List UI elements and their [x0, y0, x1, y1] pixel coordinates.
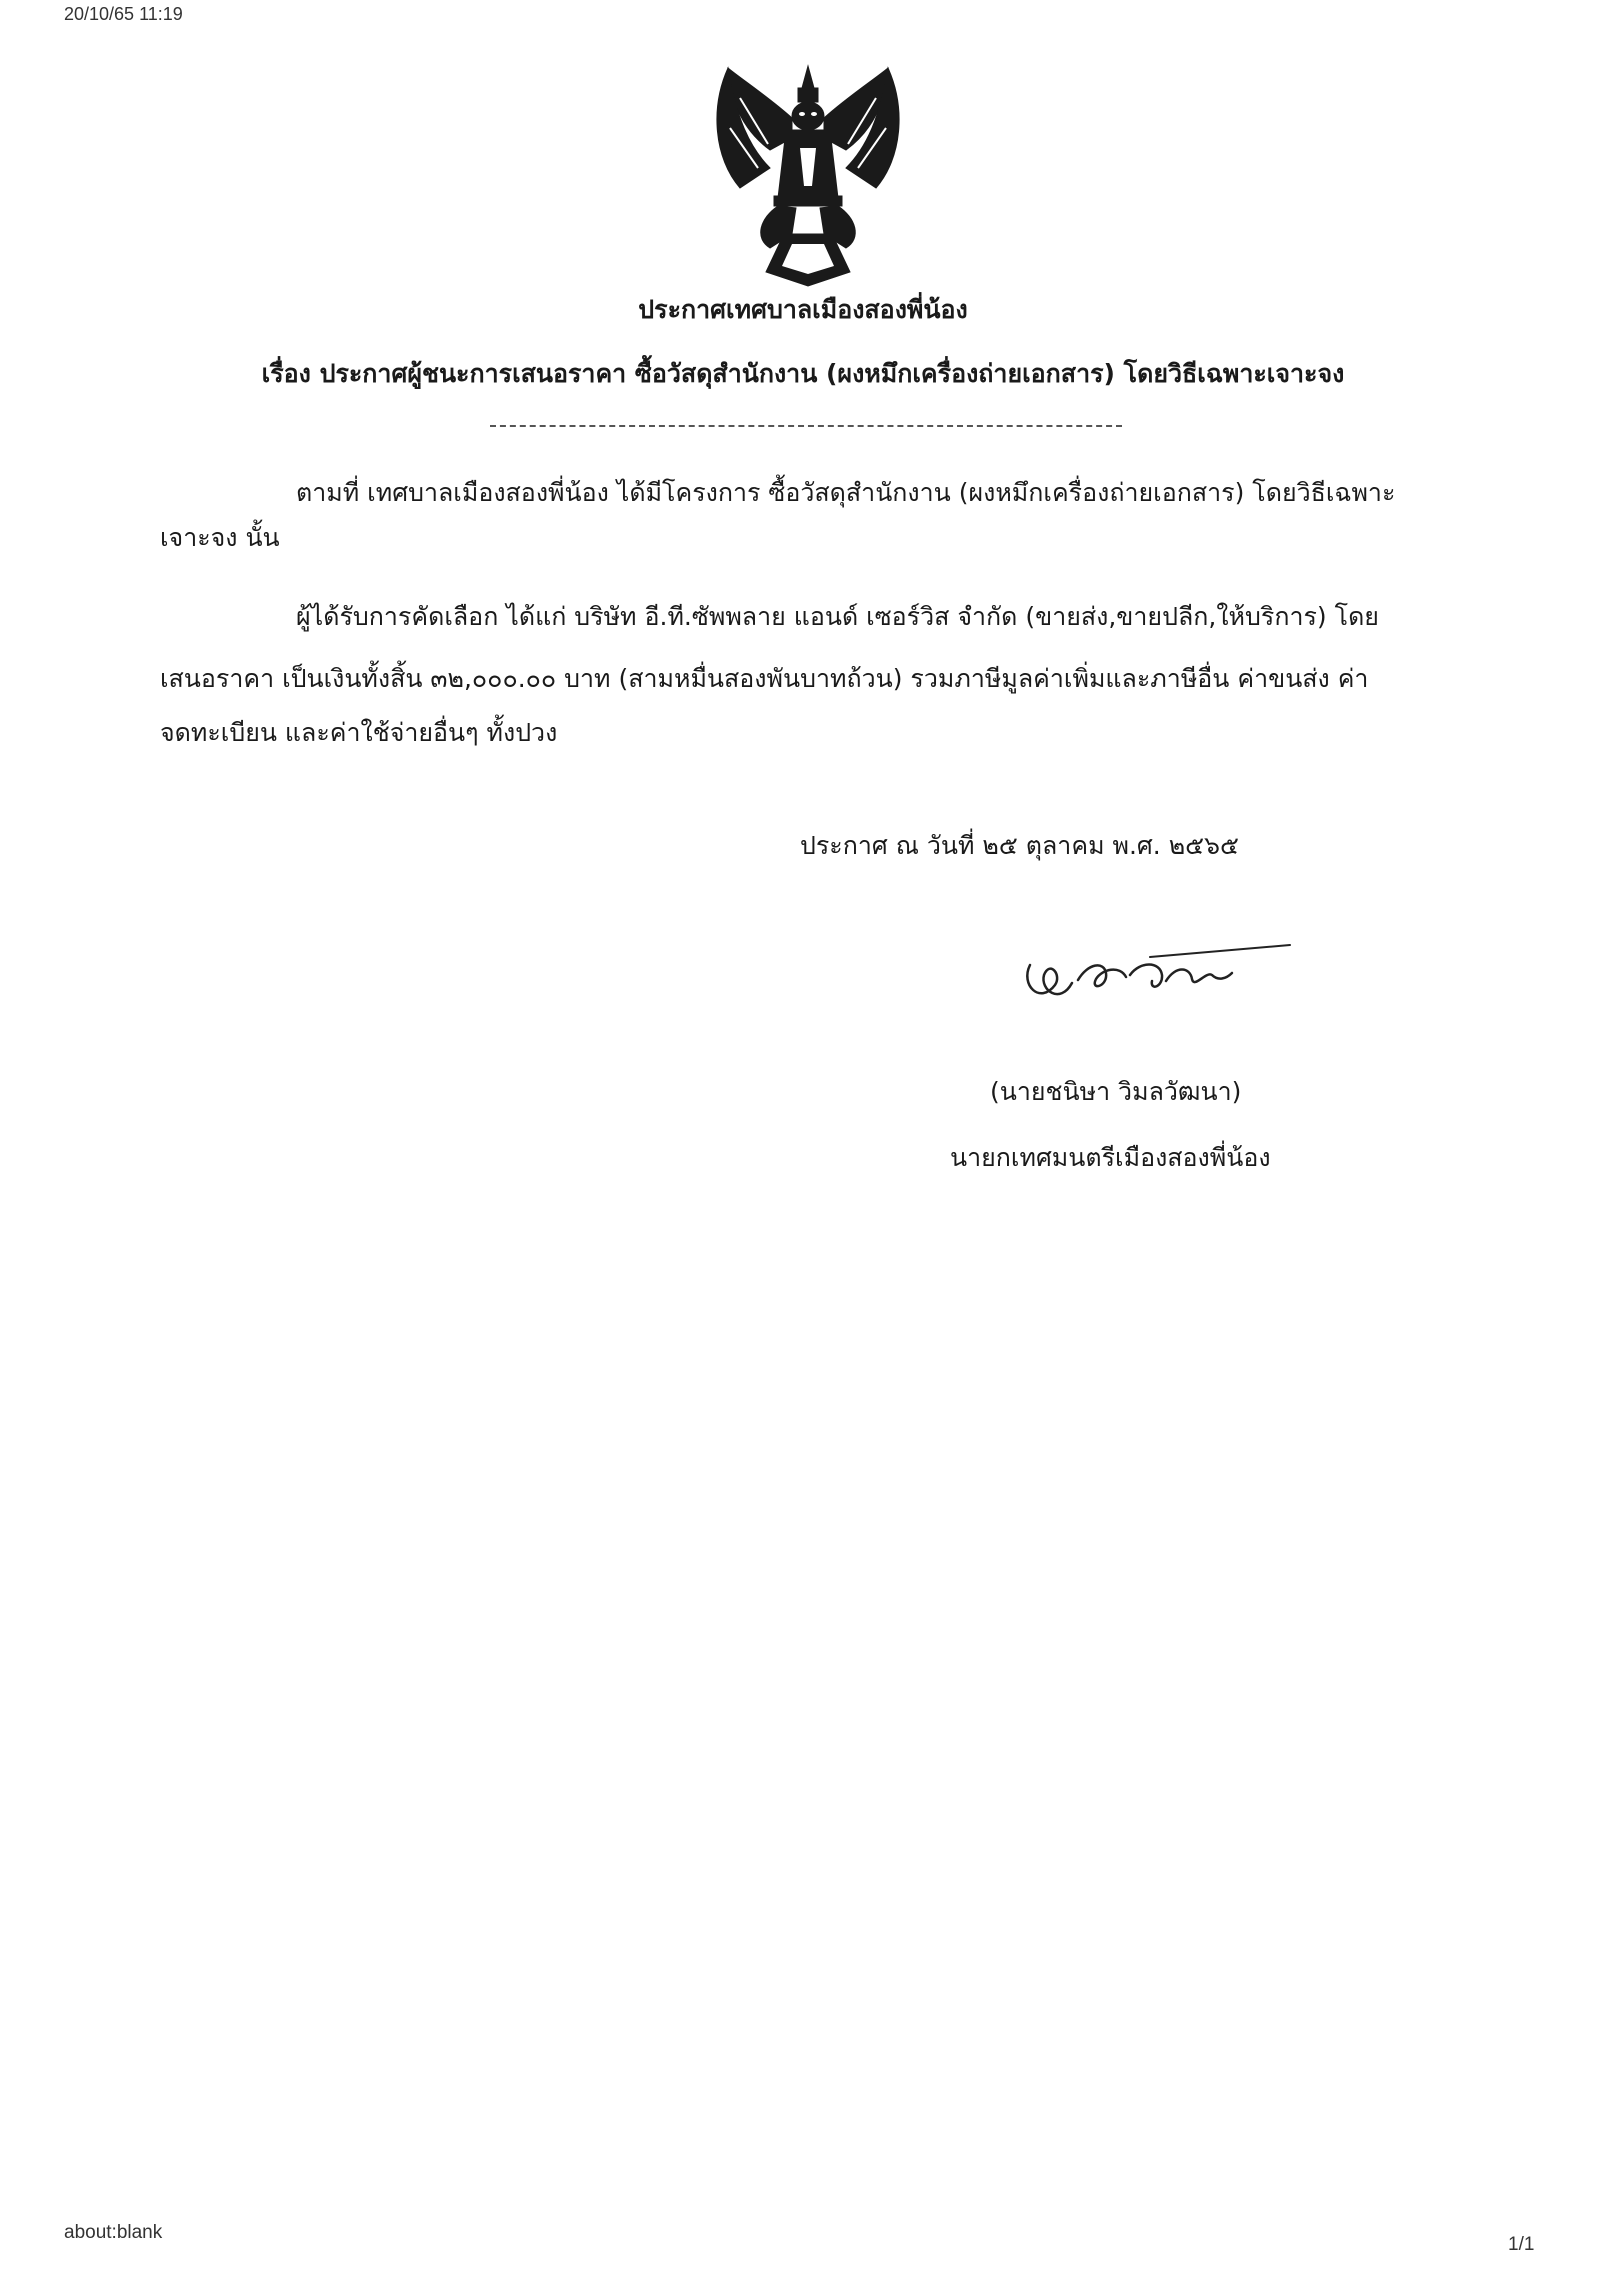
paragraph-2-line-3: จดทะเบียน และค่าใช้จ่ายอื่นๆ ทั้งปวง [160, 718, 558, 747]
document-title: ประกาศเทศบาลเมืองสองพี่น้อง [638, 295, 968, 324]
signer-position: นายกเทศมนตรีเมืองสองพี่น้อง [950, 1143, 1271, 1172]
announcement-date: ประกาศ ณ วันที่ ๒๕ ตุลาคม พ.ศ. ๒๕๖๕ [800, 831, 1239, 860]
paragraph-2-line-2: เสนอราคา เป็นเงินทั้งสิ้น ๓๒,๐๐๐.๐๐ บาท (สามหมื่นสองพันบาทถ้วน) รวมภาษีมูลค่าเพิ่มและภาษีอื่น ค่าขนส่ง ค่า [160, 664, 1369, 693]
garuda-emblem-icon [700, 58, 916, 288]
print-footer-page: 1/1 [1508, 2234, 1535, 2255]
paragraph-1-line-2: เจาะจง นั้น [160, 523, 280, 552]
signer-name: (นายชนิษา วิมลวัฒนา) [990, 1077, 1242, 1106]
print-footer-url: about:blank [64, 2222, 163, 2243]
title-divider [490, 425, 1122, 427]
paragraph-1-line-1: ตามที่ เทศบาลเมืองสองพี่น้อง ได้มีโครงการ ซื้อวัสดุสำนักงาน (ผงหมึกเครื่องถ่ายเอกสาร) โดยวิธีเฉพาะ [296, 478, 1396, 507]
print-timestamp: 20/10/65 11:19 [64, 4, 183, 24]
handwritten-signature [1000, 935, 1300, 1015]
document-subject: เรื่อง ประกาศผู้ชนะการเสนอราคา ซื้อวัสดุสำนักงาน (ผงหมึกเครื่องถ่ายเอกสาร) โดยวิธีเฉพาะเจาะจง [261, 359, 1345, 388]
paragraph-2-line-1: ผู้ได้รับการคัดเลือก ได้แก่ บริษัท อี.ที.ซัพพลาย แอนด์ เซอร์วิส จำกัด (ขายส่ง,ขายปลีก,ให้บริการ) โดย [296, 602, 1379, 631]
